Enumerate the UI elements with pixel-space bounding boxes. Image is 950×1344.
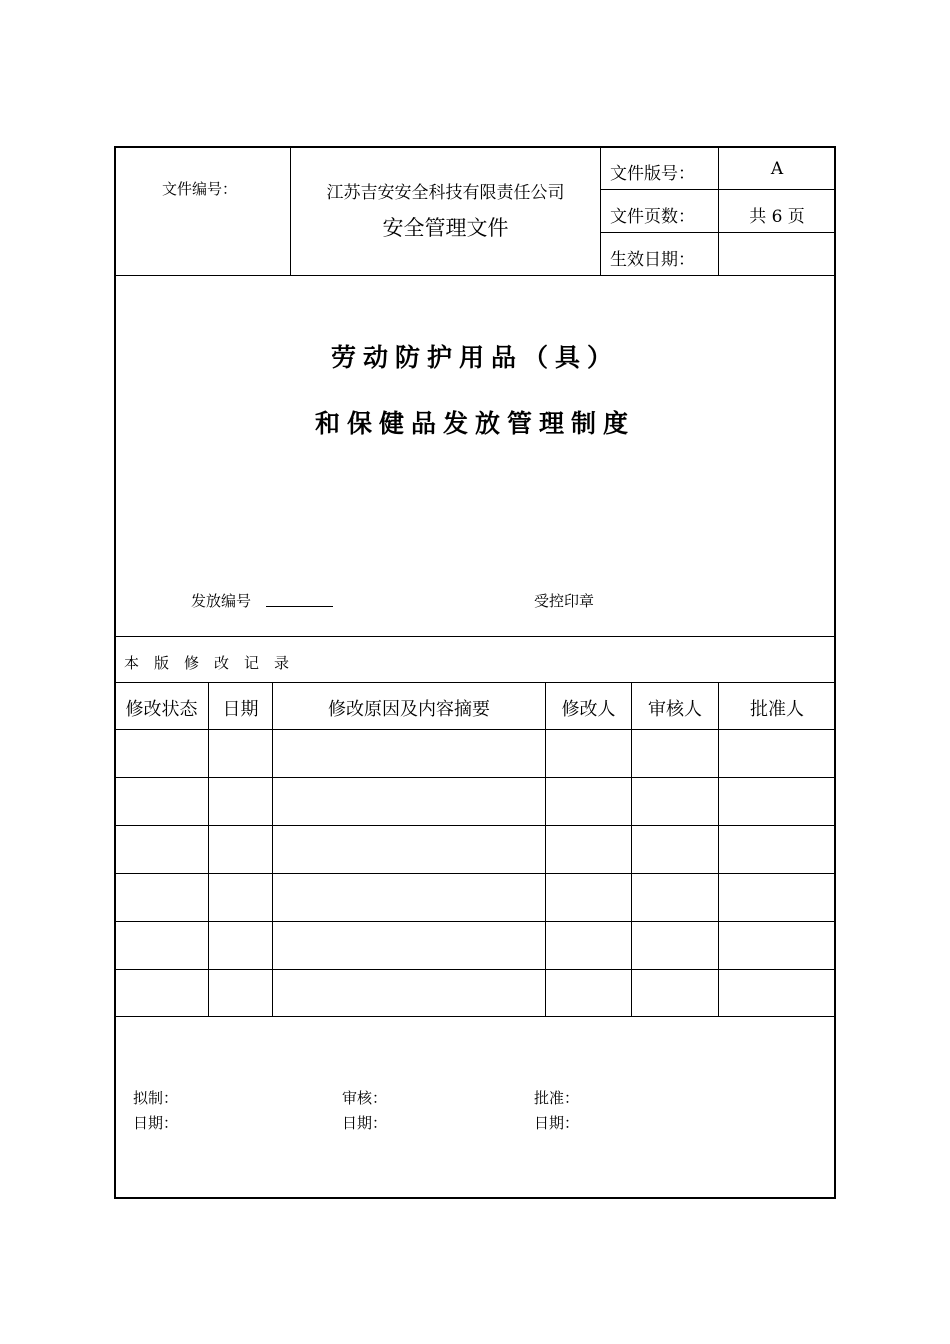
version-label: 文件版号： <box>610 164 695 184</box>
header-divider-2 <box>600 147 601 275</box>
approved-by-label: 批准： <box>534 1089 580 1107</box>
document-title-line-2: 和保健品发放管理制度 <box>314 409 635 438</box>
pages-value: 共 6 页 <box>749 207 805 227</box>
drafted-by-label: 拟制： <box>133 1089 179 1107</box>
table-row-line <box>115 729 835 730</box>
header-row-line-1 <box>600 189 835 190</box>
table-col-line <box>545 682 546 1017</box>
table-col-line <box>631 682 632 1017</box>
table-row-line <box>115 969 835 970</box>
version-value: A <box>770 159 784 179</box>
revision-header-line <box>115 682 835 683</box>
drafted-date-label: 日期： <box>133 1114 179 1132</box>
column-header-status: 修改状态 <box>125 699 198 720</box>
column-header-reviewer: 审核人 <box>648 699 702 720</box>
header-bottom-line <box>115 275 835 276</box>
table-row-line <box>115 873 835 874</box>
company-name: 江苏吉安安全科技有限责任公司 <box>326 183 565 203</box>
table-col-line <box>718 682 719 1017</box>
header-divider-1 <box>290 147 291 275</box>
document-title-line-1: 劳动防护用品（具） <box>330 343 619 372</box>
doc-number-label: 文件编号： <box>162 180 238 198</box>
column-header-modifier: 修改人 <box>561 699 616 720</box>
table-col-line <box>208 682 209 1017</box>
table-col-line <box>272 682 273 1017</box>
effective-date-label: 生效日期： <box>610 250 695 270</box>
table-row-line <box>115 825 835 826</box>
reviewed-by-label: 审核： <box>342 1089 388 1107</box>
header-row-line-2 <box>600 232 835 233</box>
pages-label: 文件页数： <box>610 207 695 227</box>
table-row-line <box>115 921 835 922</box>
revision-section-label: 本 版 修 改 记 录 <box>124 654 290 672</box>
doc-type: 安全管理文件 <box>382 216 509 240</box>
revision-top-line <box>115 636 835 637</box>
issue-number-label: 发放编号 <box>191 592 252 610</box>
table-bottom-line <box>115 1016 835 1017</box>
column-header-reason: 修改原因及内容摘要 <box>328 699 490 720</box>
issue-number-blank <box>266 606 333 607</box>
approved-date-label: 日期： <box>534 1114 580 1132</box>
reviewed-date-label: 日期： <box>342 1114 388 1132</box>
column-header-approver: 批准人 <box>750 699 804 720</box>
table-row-line <box>115 777 835 778</box>
controlled-stamp-label: 受控印章 <box>534 592 595 610</box>
column-header-date: 日期 <box>222 699 259 720</box>
